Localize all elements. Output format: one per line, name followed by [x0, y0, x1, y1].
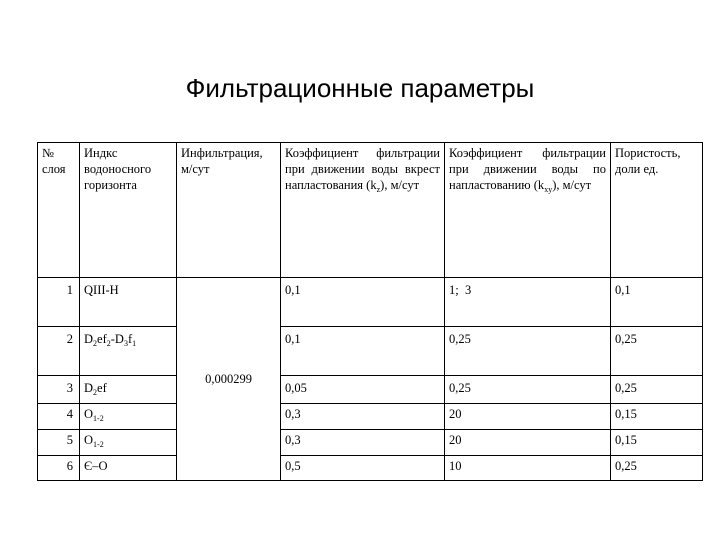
- header-layer-number: № слоя: [38, 143, 80, 278]
- infiltration-value: 0,000299: [177, 278, 281, 481]
- layer-number: 5: [38, 430, 80, 456]
- table-row: [38, 404, 703, 430]
- kxy-value: 0,25: [445, 327, 611, 376]
- aquifer-index: QIII-H: [80, 278, 177, 327]
- kz-value: 0,1: [281, 327, 445, 376]
- table-header-row: [38, 143, 703, 278]
- aquifer-index: Є–O: [80, 456, 177, 481]
- aquifer-index: $O_{1-2}$: [80, 430, 177, 456]
- porosity-value: 0,1: [611, 278, 703, 327]
- parameters-table: [37, 142, 703, 481]
- header-porosity: Пористость, доли ед.: [611, 143, 703, 278]
- kxy-value: 10: [445, 456, 611, 481]
- kxy-value: 20: [445, 430, 611, 456]
- aquifer-index: $O_{1-2}$: [80, 404, 177, 430]
- layer-number: 2: [38, 327, 80, 376]
- kz-value: 0,1: [281, 278, 445, 327]
- table-row: [38, 456, 703, 481]
- porosity-value: 0,25: [611, 327, 703, 376]
- page-title: Фильтрационные параметры: [185, 73, 535, 103]
- aquifer-index: $D_2ef_2-D_3f_1$: [80, 327, 177, 376]
- porosity-value: 0,15: [611, 430, 703, 456]
- kxy-value: 1; 3: [445, 278, 611, 327]
- table-row: [38, 430, 703, 456]
- header-aquifer-index: Индкс водоносного горизонта: [80, 143, 177, 278]
- porosity-value: 0,15: [611, 404, 703, 430]
- porosity-value: 0,25: [611, 456, 703, 481]
- table-row: [38, 327, 703, 376]
- kxy-value: 0,25: [445, 376, 611, 404]
- header-coef-along: Коэффициент фильтрации при движении воды по напластованию $(k_{xy})$, м/сут: [445, 143, 611, 278]
- kz-value: 0,3: [281, 404, 445, 430]
- kz-value: 0,05: [281, 376, 445, 404]
- header-coef-cross: Коэффициент фильтрации при движении воды вкрест напластования $(k_z)$, м/сут: [281, 143, 445, 278]
- kz-value: 0,5: [281, 456, 445, 481]
- layer-number: 6: [38, 456, 80, 481]
- layer-number: 3: [38, 376, 80, 404]
- layer-number: 4: [38, 404, 80, 430]
- aquifer-index: $D_2ef$: [80, 376, 177, 404]
- table-row: [38, 278, 703, 327]
- table-row: [38, 376, 703, 404]
- kz-value: 0,3: [281, 430, 445, 456]
- kxy-value: 20: [445, 404, 611, 430]
- layer-number: 1: [38, 278, 80, 327]
- header-infiltration: Инфильтрация, м/сут: [177, 143, 281, 278]
- porosity-value: 0,25: [611, 376, 703, 404]
